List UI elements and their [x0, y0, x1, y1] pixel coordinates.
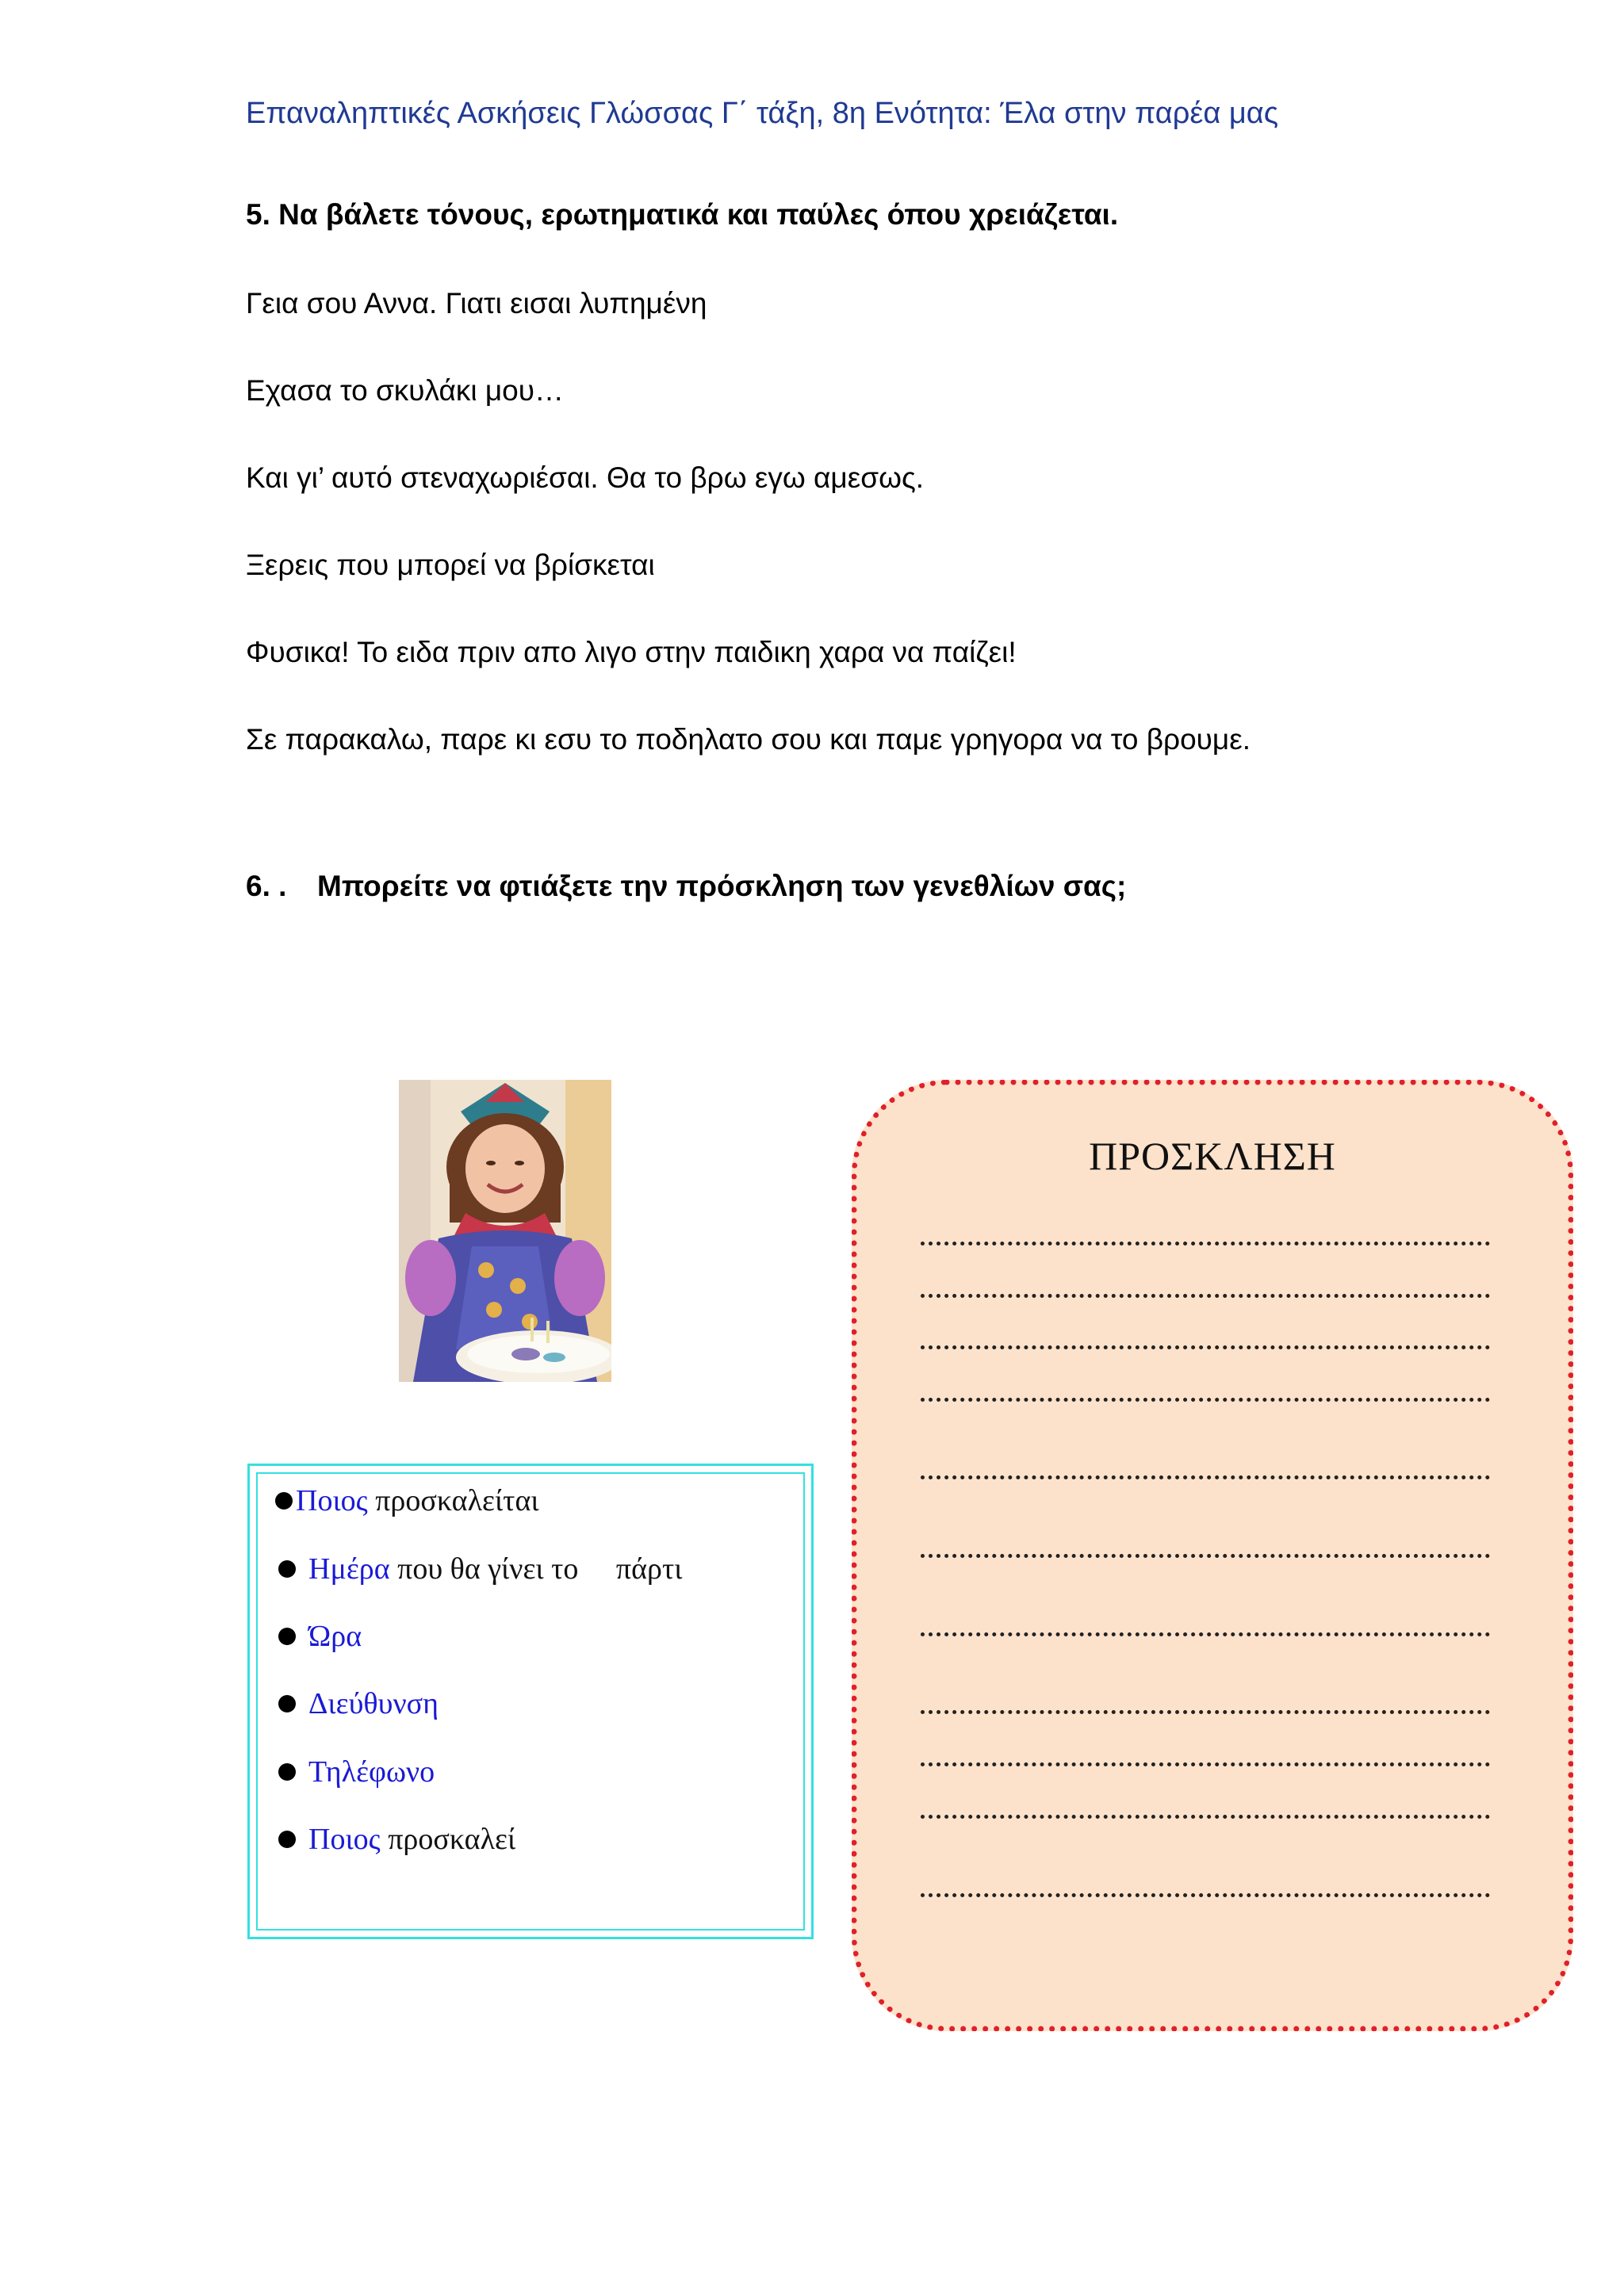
writing-line: [921, 1632, 1490, 1636]
writing-line: [921, 1475, 1490, 1479]
exercise-5-line: Γεια σου Αννα. Γιατι εισαι λυπημένη: [246, 287, 707, 320]
bullet-icon: [278, 1560, 296, 1578]
exercise-5-line: Σε παρακαλω, παρε κι εσυ το ποδηλατο σου και παμε γρηγορα να το βρουμε.: [246, 723, 1251, 756]
writing-line: [921, 1710, 1490, 1714]
exercise-5-title: 5. Να βάλετε τόνους, ερωτηματικά και παύλες όπου χρειάζεται.: [246, 198, 1119, 231]
writing-line: [921, 1345, 1490, 1349]
hint-item: Ποιος προσκαλείται: [275, 1483, 539, 1518]
hint-item: Ποιος προσκαλεί: [278, 1822, 515, 1857]
bullet-icon: [278, 1763, 296, 1781]
bullet-icon: [278, 1695, 296, 1712]
bullet-icon: [275, 1492, 293, 1510]
invitation-card: [852, 1080, 1573, 2031]
exercise-5-line: Και γι’ αυτό στεναχωριέσαι. Θα το βρω εγω αμεσως.: [246, 461, 925, 494]
exercise-6-number: 6. .: [246, 870, 287, 902]
bullet-icon: [278, 1831, 296, 1848]
exercise-6-text: Μπορείτε να φτιάξετε την πρόσκληση των γενεθλίων σας;: [317, 870, 1127, 902]
hint-item: Ημέρα που θα γίνει το πάρτι: [278, 1552, 682, 1586]
writing-line: [921, 1762, 1490, 1766]
writing-line: [921, 1893, 1490, 1897]
exercise-6-title: [246, 870, 1126, 903]
writing-line: [921, 1815, 1490, 1819]
writing-line: [921, 1294, 1490, 1298]
writing-line: [921, 1242, 1490, 1246]
hint-item: Διεύθυνση: [278, 1686, 439, 1721]
bullet-icon: [278, 1628, 296, 1645]
hint-item: Ώρα: [278, 1619, 362, 1654]
page-header: Επαναληπτικές Ασκήσεις Γλώσσας Γ΄ τάξη, 8η Ενότητα: Έλα στην παρέα μας: [246, 97, 1279, 130]
birthday-girl-photo: [399, 1080, 611, 1382]
writing-line: [921, 1398, 1490, 1402]
hints-box: [247, 1464, 814, 1939]
exercise-5-line: Φυσικα! Το ειδα πριν απο λιγο στην παιδικη χαρα να παίζει!: [246, 636, 1017, 668]
hint-item: Τηλέφωνο: [278, 1755, 435, 1789]
writing-line: [921, 1554, 1490, 1558]
exercise-5-line: Εχασα το σκυλάκι μου…: [246, 374, 564, 407]
exercise-5-line: Ξερεις που μπορεί να βρίσκεται: [246, 549, 655, 581]
invitation-title: ΠΡΟΣΚΛΗΣΗ: [1089, 1134, 1336, 1178]
